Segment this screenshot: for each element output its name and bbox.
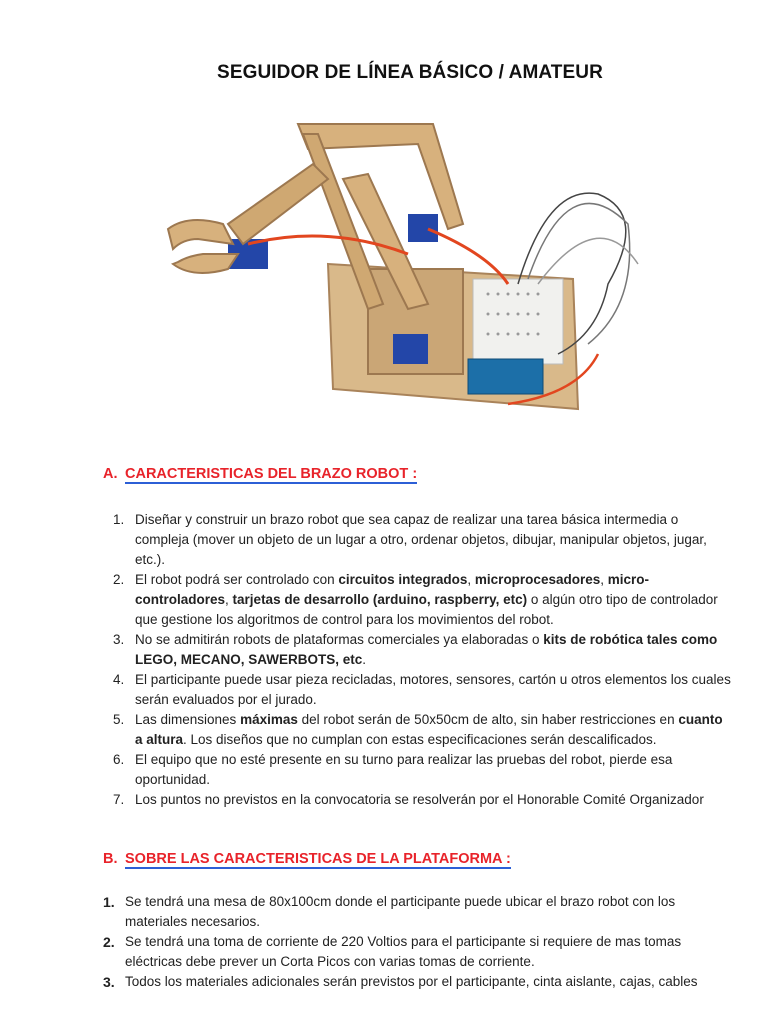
section-b-heading: B. SOBRE LAS CARACTERISTICAS DE LA PLATAFORMA :: [103, 851, 511, 867]
list-item: 3. No se admitirán robots de plataformas comerciales ya elaboradas o kits de robótica tales como LEGO, MECANO, SAWERBOTS, etc.: [113, 632, 718, 667]
list-item: 3. Todos los materiales adicionales serán previstos por el participante, cinta aislante, cajas, cables: [103, 974, 698, 990]
list-item: 7. Los puntos no previstos en la convocatoria se resolverán por el Honorable Comité Organizador: [113, 792, 704, 807]
document-title: SEGUIDOR DE LÍNEA BÁSICO / AMATEUR: [217, 62, 603, 83]
robot-arm-photo: [128, 104, 648, 434]
list-item: 2. Se tendrá una toma de corriente de 220 Voltios para el participante si requiere de mas tomas eléctricas debe prever un Corta Picos con varias tomas de corriente.: [103, 934, 682, 969]
list-item: 6. El equipo que no esté presente en su turno para realizar las pruebas del robot, pierde esa oportunidad.: [113, 752, 673, 787]
list-item: 1. Se tendrá una mesa de 80x100cm donde el participante puede ubicar el brazo robot con los materiales necesarios.: [103, 894, 676, 929]
list-item: 2. El robot podrá ser controlado con circuitos integrados, microprocesadores, micro-controladores, tarjetas de desarrollo (arduino, raspberry, etc) o algún otro tipo de controlador que gestione los algoritmos de control para los movimientos del robot.: [113, 572, 718, 627]
list-item: 1. Diseñar y construir un brazo robot que sea capaz de realizar una tarea básica intermedia o compleja (mover un objeto de un lugar a otro, ordenar objetos, dibujar, manipular objetos, jugar, etc.).: [113, 512, 707, 567]
section-b-list: [103, 892, 723, 992]
list-item: 5. Las dimensiones máximas del robot serán de 50x50cm de alto, sin haber restricciones en cuanto a altura. Los diseños que no cumplan con estas especificaciones serán descalificados.: [113, 712, 723, 747]
list-item: 4. El participante puede usar pieza recicladas, motores, sensores, cartón u otros elementos los cuales serán evaluados por el jurado.: [113, 672, 731, 707]
section-a-list: [113, 510, 733, 810]
section-a-heading: A. CARACTERISTICAS DEL BRAZO ROBOT :: [103, 466, 418, 482]
